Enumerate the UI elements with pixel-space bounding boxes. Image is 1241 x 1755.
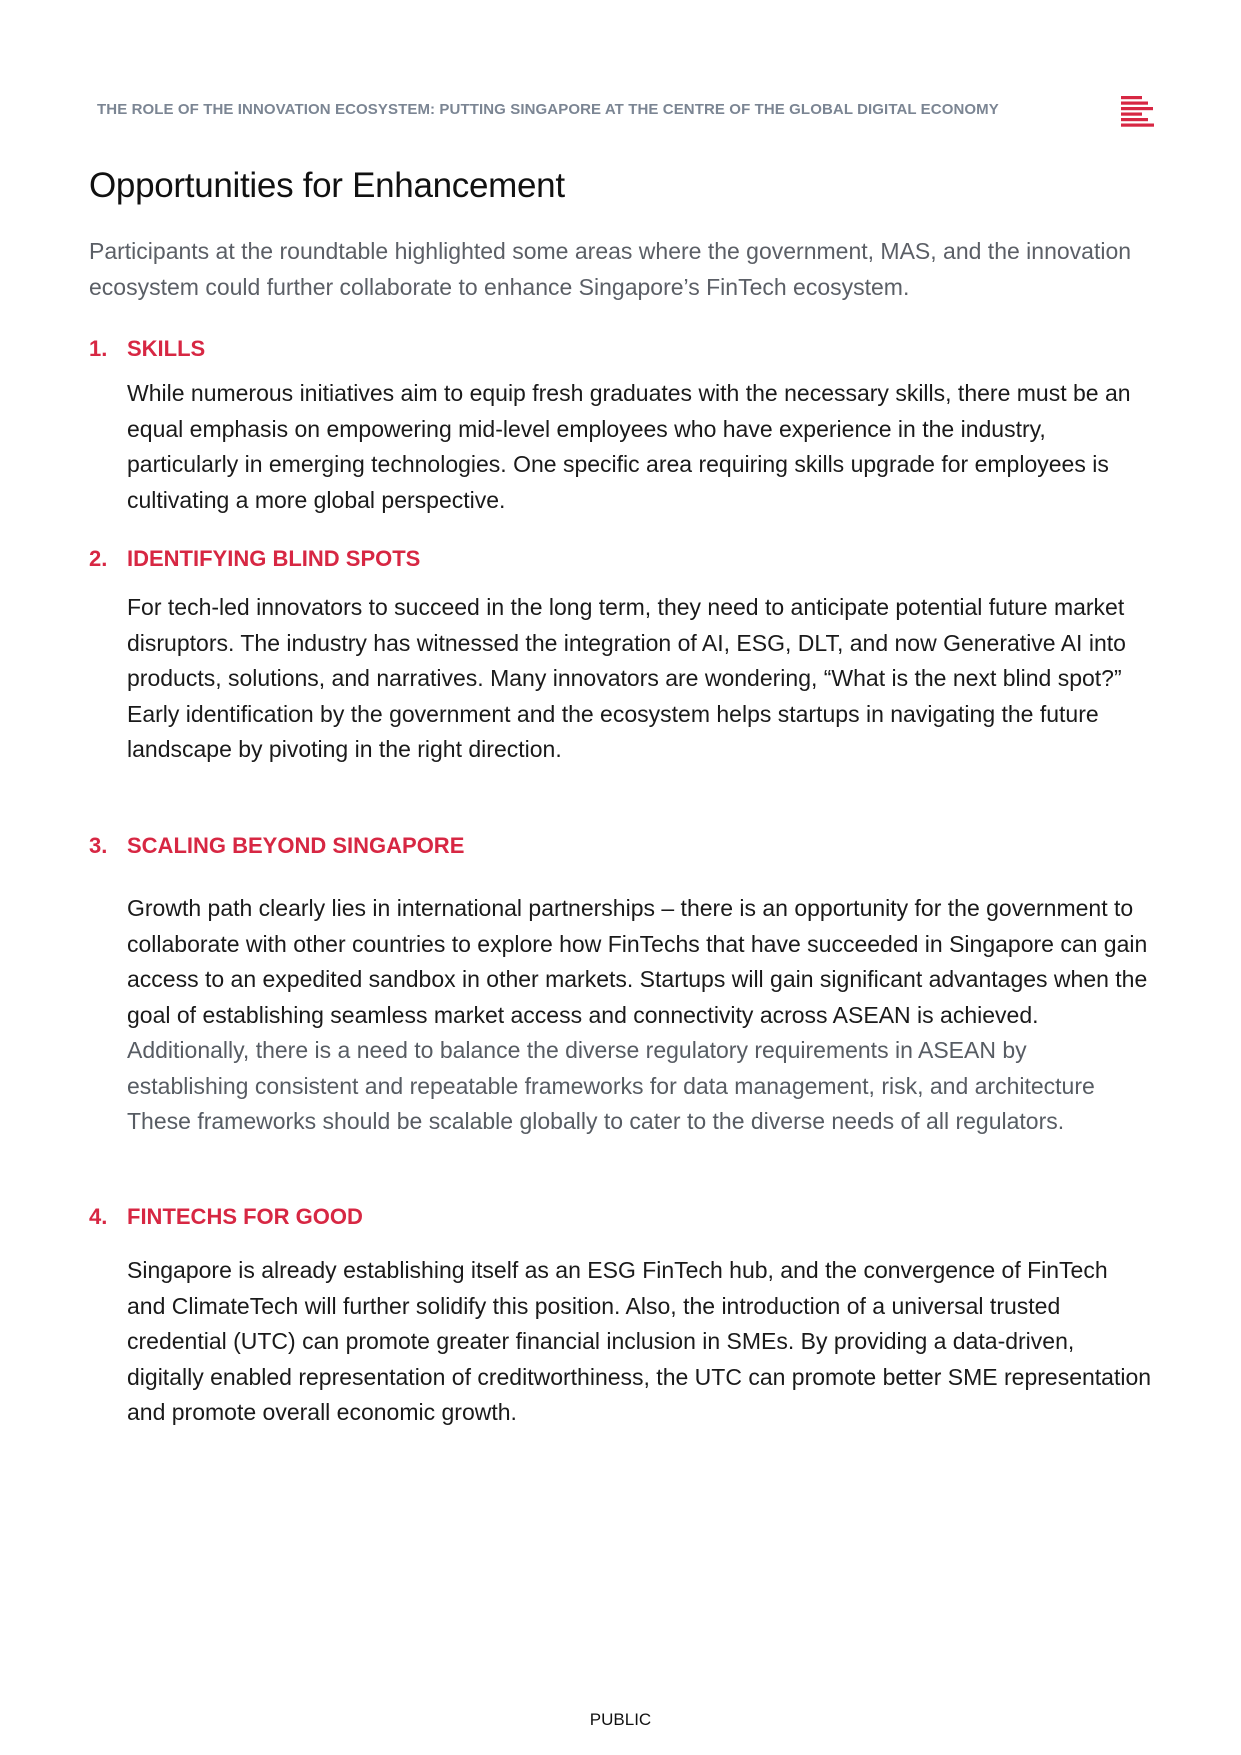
section-heading-fintechs-for-good — [89, 1204, 363, 1230]
intro-paragraph: Participants at the roundtable highlighted some areas where the government, MAS, and the innovation ecosystem could further collaborate to enhance Singapore’s FinTech ecosystem. — [89, 238, 1132, 300]
section-number: 3. — [89, 833, 108, 858]
section-title: SKILLS — [127, 336, 206, 361]
section-title: SCALING BEYOND SINGAPORE — [127, 833, 465, 858]
classification-footer: PUBLIC — [589, 1710, 652, 1729]
page-title: Opportunities for Enhancement — [89, 166, 565, 205]
section-body-skills: While numerous initiatives aim to equip fresh graduates with the necessary skills, there must be an equal emphasis on empowering mid-level employees who have experience in the industry, particularly in emerging technologies. One specific area requiring skills upgrade for employees is cultivating a more global perspective. — [127, 380, 1131, 513]
stacked-bars-logo-icon — [1121, 96, 1155, 128]
section-number: 4. — [89, 1204, 108, 1229]
section-body-continued: Additionally, there is a need to balance the diverse regulatory requirements in ASEAN by establishing consistent and repeatable frameworks for data management, risk, and architecture These frameworks should be scalable globally to cater to the diverse needs of all regulators. — [127, 1037, 1095, 1134]
section-title: IDENTIFYING BLIND SPOTS — [127, 546, 421, 571]
section-heading-scaling — [89, 833, 464, 859]
section-body-blind-spots: For tech-led innovators to succeed in the long term, they need to anticipate potential future market disruptors. The industry has witnessed the integration of AI, ESG, DLT, and now Generative AI into products, solutions, and narratives. Many innovators are wondering, “What is the next blind spot?” Early identification by the government and the ecosystem helps startups in navigating the future landscape by pivoting in the right direction. — [127, 594, 1126, 762]
section-heading-skills — [89, 336, 205, 362]
section-heading-blind-spots — [89, 546, 420, 572]
section-number: 2. — [89, 546, 108, 571]
section-body-scaling — [127, 891, 1152, 1140]
section-body-main: Growth path clearly lies in international partnerships – there is an opportunity for the government to collaborate with other countries to explore how FinTechs that have succeeded in Singapore can gain access to an expedited sandbox in other markets. Startups will gain significant advantages when the goal of establishing seamless market access and connectivity across ASEAN is achieved. — [127, 895, 1148, 1028]
section-number: 1. — [89, 336, 108, 361]
section-title: FINTECHS FOR GOOD — [127, 1204, 363, 1229]
section-body-fintechs-for-good: Singapore is already establishing itself as an ESG FinTech hub, and the convergence of FinTech and ClimateTech will further solidify this position. Also, the introduction of a universal trusted credential (UTC) can promote greater financial inclusion in SMEs. By providing a data-driven, digitally enabled representation of creditworthiness, the UTC can promote better SME representation and promote overall economic growth. — [127, 1257, 1152, 1425]
running-header: THE ROLE OF THE INNOVATION ECOSYSTEM: PUTTING SINGAPORE AT THE CENTRE OF THE GLOBAL DIGITAL ECONOMY — [97, 101, 999, 118]
